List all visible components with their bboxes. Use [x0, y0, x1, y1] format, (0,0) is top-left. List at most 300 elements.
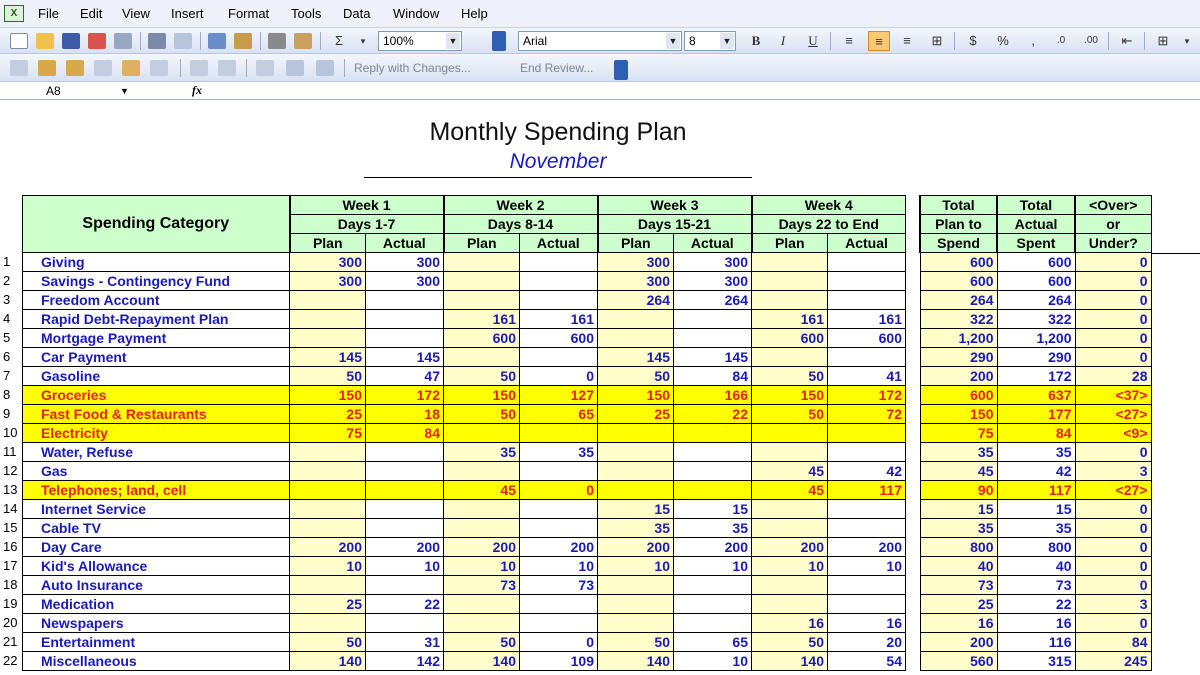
- row-number[interactable]: 22: [3, 653, 18, 668]
- category-cell[interactable]: Freedom Account: [23, 291, 290, 310]
- menu-edit[interactable]: Edit: [80, 6, 103, 21]
- reply-with-changes-button[interactable]: Reply with Changes...: [354, 61, 471, 75]
- row-number[interactable]: 21: [3, 634, 18, 649]
- actual-cell[interactable]: [366, 291, 444, 310]
- actual-cell[interactable]: [366, 500, 444, 519]
- plan-cell[interactable]: [752, 595, 828, 614]
- actual-cell[interactable]: 10: [366, 557, 444, 576]
- plan-cell[interactable]: 140: [290, 652, 366, 671]
- actual-cell[interactable]: [520, 424, 598, 443]
- actual-cell[interactable]: 10: [674, 652, 752, 671]
- actual-cell[interactable]: 65: [520, 405, 598, 424]
- actual-cell[interactable]: [366, 519, 444, 538]
- actual-cell[interactable]: 10: [520, 557, 598, 576]
- plan-cell[interactable]: [444, 519, 520, 538]
- total-plan-cell[interactable]: 264: [920, 291, 997, 310]
- borders-dropdown-icon[interactable]: ▾: [1184, 36, 1190, 46]
- actual-cell[interactable]: [520, 614, 598, 633]
- plan-cell[interactable]: [290, 462, 366, 481]
- plan-cell[interactable]: [752, 272, 828, 291]
- actual-cell[interactable]: [828, 253, 906, 272]
- show-all-comments-icon[interactable]: [122, 60, 140, 76]
- total-plan-cell[interactable]: 600: [920, 386, 997, 405]
- plan-cell[interactable]: [444, 272, 520, 291]
- actual-cell[interactable]: [674, 595, 752, 614]
- plan-cell[interactable]: [598, 462, 674, 481]
- plan-cell[interactable]: [444, 614, 520, 633]
- underline-button[interactable]: U: [808, 33, 818, 48]
- over-under-cell[interactable]: 0: [1075, 291, 1151, 310]
- plan-cell[interactable]: 15: [598, 500, 674, 519]
- show-comment-icon[interactable]: [94, 60, 112, 76]
- actual-cell[interactable]: 600: [828, 329, 906, 348]
- actual-cell[interactable]: 10: [674, 557, 752, 576]
- row-number[interactable]: 13: [3, 482, 18, 497]
- chevron-down-icon[interactable]: ▼: [120, 86, 129, 96]
- total-plan-cell[interactable]: 25: [920, 595, 997, 614]
- new-comment-icon[interactable]: [10, 60, 28, 76]
- actual-cell[interactable]: [520, 291, 598, 310]
- category-cell[interactable]: Gas: [23, 462, 290, 481]
- actual-cell[interactable]: [366, 614, 444, 633]
- total-actual-cell[interactable]: 322: [997, 310, 1075, 329]
- actual-cell[interactable]: 0: [520, 481, 598, 500]
- actual-cell[interactable]: [674, 424, 752, 443]
- row-number[interactable]: 11: [3, 444, 17, 459]
- chevron-down-icon[interactable]: ▼: [666, 33, 680, 49]
- actual-cell[interactable]: [828, 348, 906, 367]
- actual-cell[interactable]: 15: [674, 500, 752, 519]
- plan-cell[interactable]: [444, 291, 520, 310]
- decrease-indent-icon[interactable]: ⇤: [1121, 33, 1133, 48]
- plan-cell[interactable]: [444, 462, 520, 481]
- actual-cell[interactable]: 600: [520, 329, 598, 348]
- actual-cell[interactable]: [828, 595, 906, 614]
- actual-cell[interactable]: [520, 348, 598, 367]
- plan-cell[interactable]: [444, 500, 520, 519]
- over-under-cell[interactable]: 0: [1075, 253, 1151, 272]
- send-to-recipient-icon[interactable]: [286, 60, 304, 76]
- actual-cell[interactable]: 172: [828, 386, 906, 405]
- category-cell[interactable]: Cable TV: [23, 519, 290, 538]
- actual-cell[interactable]: 42: [828, 462, 906, 481]
- actual-cell[interactable]: 300: [674, 253, 752, 272]
- over-under-cell[interactable]: 245: [1075, 652, 1151, 671]
- zoom-select[interactable]: [378, 31, 462, 51]
- total-actual-cell[interactable]: 35: [997, 443, 1075, 462]
- plan-cell[interactable]: 50: [444, 405, 520, 424]
- cut-icon[interactable]: [268, 33, 286, 49]
- category-cell[interactable]: Miscellaneous: [23, 652, 290, 671]
- align-left-icon[interactable]: ≡: [845, 33, 853, 48]
- total-plan-cell[interactable]: 200: [920, 367, 997, 386]
- plan-cell[interactable]: 50: [290, 633, 366, 652]
- category-cell[interactable]: Day Care: [23, 538, 290, 557]
- currency-icon[interactable]: $: [969, 33, 977, 48]
- total-plan-cell[interactable]: 600: [920, 272, 997, 291]
- actual-cell[interactable]: 117: [828, 481, 906, 500]
- over-under-cell[interactable]: 0: [1075, 329, 1151, 348]
- total-plan-cell[interactable]: 90: [920, 481, 997, 500]
- actual-cell[interactable]: 65: [674, 633, 752, 652]
- actual-cell[interactable]: [674, 481, 752, 500]
- toolbar-options-icon[interactable]: [492, 31, 506, 51]
- excel-app-icon[interactable]: X: [4, 5, 24, 22]
- row-number[interactable]: 17: [3, 558, 18, 573]
- plan-cell[interactable]: [752, 348, 828, 367]
- plan-cell[interactable]: 300: [598, 253, 674, 272]
- row-number[interactable]: 14: [3, 501, 18, 516]
- actual-cell[interactable]: [366, 329, 444, 348]
- total-plan-cell[interactable]: 600: [920, 253, 997, 272]
- plan-cell[interactable]: 25: [598, 405, 674, 424]
- plan-cell[interactable]: [752, 424, 828, 443]
- actual-cell[interactable]: 0: [520, 367, 598, 386]
- over-under-cell[interactable]: 0: [1075, 272, 1151, 291]
- total-plan-cell[interactable]: 800: [920, 538, 997, 557]
- total-plan-cell[interactable]: 200: [920, 633, 997, 652]
- total-actual-cell[interactable]: 42: [997, 462, 1075, 481]
- plan-cell[interactable]: 50: [752, 405, 828, 424]
- actual-cell[interactable]: [366, 443, 444, 462]
- category-cell[interactable]: Fast Food & Restaurants: [23, 405, 290, 424]
- save-icon[interactable]: [62, 33, 80, 49]
- actual-cell[interactable]: [674, 310, 752, 329]
- actual-cell[interactable]: 264: [674, 291, 752, 310]
- plan-cell[interactable]: 161: [444, 310, 520, 329]
- row-number[interactable]: 1: [3, 254, 11, 269]
- chevron-down-icon[interactable]: ▼: [720, 33, 734, 49]
- category-cell[interactable]: Auto Insurance: [23, 576, 290, 595]
- over-under-cell[interactable]: <37>: [1075, 386, 1151, 405]
- font-name-select[interactable]: [518, 31, 682, 51]
- plan-cell[interactable]: 45: [444, 481, 520, 500]
- over-under-cell[interactable]: 28: [1075, 367, 1151, 386]
- total-plan-cell[interactable]: 1,200: [920, 329, 997, 348]
- category-cell[interactable]: Savings - Contingency Fund: [23, 272, 290, 291]
- plan-cell[interactable]: 600: [752, 329, 828, 348]
- plan-cell[interactable]: [290, 519, 366, 538]
- category-cell[interactable]: Newspapers: [23, 614, 290, 633]
- plan-cell[interactable]: 140: [752, 652, 828, 671]
- plan-cell[interactable]: [444, 424, 520, 443]
- total-plan-cell[interactable]: 75: [920, 424, 997, 443]
- borders-icon[interactable]: ⊞: [1157, 33, 1169, 48]
- actual-cell[interactable]: [366, 310, 444, 329]
- plan-cell[interactable]: 10: [290, 557, 366, 576]
- actual-cell[interactable]: [520, 272, 598, 291]
- total-plan-cell[interactable]: 35: [920, 443, 997, 462]
- over-under-cell[interactable]: 0: [1075, 348, 1151, 367]
- plan-cell[interactable]: 50: [444, 633, 520, 652]
- total-actual-cell[interactable]: 600: [997, 253, 1075, 272]
- category-cell[interactable]: Car Payment: [23, 348, 290, 367]
- plan-cell[interactable]: 150: [752, 386, 828, 405]
- row-number[interactable]: 20: [3, 615, 18, 630]
- plan-cell[interactable]: 45: [752, 481, 828, 500]
- actual-cell[interactable]: 109: [520, 652, 598, 671]
- actual-cell[interactable]: 20: [828, 633, 906, 652]
- plan-cell[interactable]: 150: [444, 386, 520, 405]
- actual-cell[interactable]: 200: [828, 538, 906, 557]
- actual-cell[interactable]: 200: [674, 538, 752, 557]
- actual-cell[interactable]: 300: [674, 272, 752, 291]
- plan-cell[interactable]: [598, 595, 674, 614]
- total-actual-cell[interactable]: 290: [997, 348, 1075, 367]
- category-cell[interactable]: Giving: [23, 253, 290, 272]
- plan-cell[interactable]: [598, 310, 674, 329]
- over-under-cell[interactable]: 0: [1075, 500, 1151, 519]
- row-number[interactable]: 6: [3, 349, 11, 364]
- row-number[interactable]: 5: [3, 330, 11, 345]
- new-icon[interactable]: [10, 33, 28, 49]
- plan-cell[interactable]: [290, 443, 366, 462]
- plan-cell[interactable]: [752, 519, 828, 538]
- actual-cell[interactable]: 300: [366, 253, 444, 272]
- plan-cell[interactable]: [598, 329, 674, 348]
- total-plan-cell[interactable]: 45: [920, 462, 997, 481]
- actual-cell[interactable]: 72: [828, 405, 906, 424]
- total-actual-cell[interactable]: 264: [997, 291, 1075, 310]
- align-right-icon[interactable]: ≡: [903, 33, 911, 48]
- chevron-down-icon[interactable]: ▼: [446, 33, 460, 49]
- row-number[interactable]: 19: [3, 596, 18, 611]
- actual-cell[interactable]: [674, 462, 752, 481]
- total-plan-cell[interactable]: 40: [920, 557, 997, 576]
- actual-cell[interactable]: 200: [520, 538, 598, 557]
- total-actual-cell[interactable]: 637: [997, 386, 1075, 405]
- category-cell[interactable]: Internet Service: [23, 500, 290, 519]
- ink-annotations-icon[interactable]: [256, 60, 274, 76]
- plan-cell[interactable]: 35: [598, 519, 674, 538]
- menu-file[interactable]: File: [38, 6, 59, 21]
- actual-cell[interactable]: [520, 519, 598, 538]
- total-plan-cell[interactable]: 15: [920, 500, 997, 519]
- plan-cell[interactable]: 140: [444, 652, 520, 671]
- actual-cell[interactable]: 145: [366, 348, 444, 367]
- row-number[interactable]: 4: [3, 311, 11, 326]
- row-number[interactable]: 16: [3, 539, 18, 554]
- total-actual-cell[interactable]: 35: [997, 519, 1075, 538]
- category-cell[interactable]: Water, Refuse: [23, 443, 290, 462]
- plan-cell[interactable]: 16: [752, 614, 828, 633]
- spelling-icon[interactable]: [208, 33, 226, 49]
- autosum-dropdown-icon[interactable]: ▾: [360, 36, 366, 46]
- plan-cell[interactable]: 50: [444, 367, 520, 386]
- plan-cell[interactable]: 25: [290, 405, 366, 424]
- total-plan-cell[interactable]: 150: [920, 405, 997, 424]
- previous-comment-icon[interactable]: [38, 60, 56, 76]
- actual-cell[interactable]: 31: [366, 633, 444, 652]
- plan-cell[interactable]: [290, 614, 366, 633]
- over-under-cell[interactable]: 0: [1075, 310, 1151, 329]
- actual-cell[interactable]: 35: [674, 519, 752, 538]
- category-cell[interactable]: Kid's Allowance: [23, 557, 290, 576]
- increase-decimal-icon[interactable]: .0: [1056, 35, 1066, 46]
- actual-cell[interactable]: 84: [366, 424, 444, 443]
- actual-cell[interactable]: 84: [674, 367, 752, 386]
- actual-cell[interactable]: [520, 462, 598, 481]
- over-under-cell[interactable]: <9>: [1075, 424, 1151, 443]
- name-box[interactable]: [0, 82, 140, 100]
- plan-cell[interactable]: 145: [290, 348, 366, 367]
- total-actual-cell[interactable]: 600: [997, 272, 1075, 291]
- plan-cell[interactable]: [290, 291, 366, 310]
- menu-view[interactable]: View: [122, 6, 150, 21]
- plan-cell[interactable]: [598, 443, 674, 462]
- plan-cell[interactable]: 145: [598, 348, 674, 367]
- actual-cell[interactable]: 18: [366, 405, 444, 424]
- row-number[interactable]: 18: [3, 577, 18, 592]
- reviewing-pane-icon[interactable]: [316, 60, 334, 76]
- row-number[interactable]: 10: [3, 425, 18, 440]
- total-actual-cell[interactable]: 40: [997, 557, 1075, 576]
- total-actual-cell[interactable]: 315: [997, 652, 1075, 671]
- over-under-cell[interactable]: 0: [1075, 576, 1151, 595]
- actual-cell[interactable]: [828, 519, 906, 538]
- permission-icon[interactable]: [88, 33, 106, 49]
- actual-cell[interactable]: 172: [366, 386, 444, 405]
- plan-cell[interactable]: 50: [290, 367, 366, 386]
- menu-format[interactable]: Format: [228, 6, 270, 21]
- plan-cell[interactable]: [290, 481, 366, 500]
- plan-cell[interactable]: 300: [598, 272, 674, 291]
- over-under-cell[interactable]: <27>: [1075, 405, 1151, 424]
- menu-tools[interactable]: Tools: [291, 6, 322, 21]
- plan-cell[interactable]: [444, 595, 520, 614]
- actual-cell[interactable]: 161: [520, 310, 598, 329]
- row-number[interactable]: 3: [3, 292, 11, 307]
- plan-cell[interactable]: 10: [444, 557, 520, 576]
- align-center-icon[interactable]: ≡: [868, 31, 890, 51]
- plan-cell[interactable]: [752, 443, 828, 462]
- plan-cell[interactable]: 300: [290, 272, 366, 291]
- actual-cell[interactable]: 10: [828, 557, 906, 576]
- over-under-cell[interactable]: 84: [1075, 633, 1151, 652]
- plan-cell[interactable]: 50: [598, 367, 674, 386]
- actual-cell[interactable]: [828, 576, 906, 595]
- actual-cell[interactable]: [674, 329, 752, 348]
- actual-cell[interactable]: [674, 576, 752, 595]
- actual-cell[interactable]: [366, 462, 444, 481]
- total-actual-cell[interactable]: 16: [997, 614, 1075, 633]
- plan-cell[interactable]: 10: [598, 557, 674, 576]
- bold-button[interactable]: B: [751, 33, 761, 48]
- actual-cell[interactable]: 22: [674, 405, 752, 424]
- plan-cell[interactable]: 300: [290, 253, 366, 272]
- open-icon[interactable]: [36, 33, 54, 49]
- row-number[interactable]: 9: [3, 406, 11, 421]
- plan-cell[interactable]: [290, 500, 366, 519]
- plan-cell[interactable]: 150: [598, 386, 674, 405]
- actual-cell[interactable]: 47: [366, 367, 444, 386]
- plan-cell[interactable]: [444, 253, 520, 272]
- plan-cell[interactable]: 35: [444, 443, 520, 462]
- menu-data[interactable]: Data: [343, 6, 371, 21]
- actual-cell[interactable]: 200: [366, 538, 444, 557]
- plan-cell[interactable]: [752, 291, 828, 310]
- research-icon[interactable]: [234, 33, 252, 49]
- insert-function-icon[interactable]: fx: [192, 83, 202, 97]
- italic-button[interactable]: I: [780, 33, 786, 48]
- total-actual-cell[interactable]: 1,200: [997, 329, 1075, 348]
- plan-cell[interactable]: 75: [290, 424, 366, 443]
- plan-cell[interactable]: [752, 253, 828, 272]
- over-under-cell[interactable]: 3: [1075, 595, 1151, 614]
- delete-comment-icon[interactable]: [150, 60, 168, 76]
- actual-cell[interactable]: [674, 614, 752, 633]
- comma-style-icon[interactable]: ,: [1031, 33, 1035, 48]
- actual-cell[interactable]: [366, 576, 444, 595]
- plan-cell[interactable]: [598, 481, 674, 500]
- over-under-cell[interactable]: <27>: [1075, 481, 1151, 500]
- actual-cell[interactable]: [520, 500, 598, 519]
- actual-cell[interactable]: 142: [366, 652, 444, 671]
- actual-cell[interactable]: [520, 253, 598, 272]
- format-painter-icon[interactable]: [294, 33, 312, 49]
- plan-cell[interactable]: 200: [598, 538, 674, 557]
- plan-cell[interactable]: 50: [752, 633, 828, 652]
- actual-cell[interactable]: [828, 424, 906, 443]
- category-cell[interactable]: Rapid Debt-Repayment Plan: [23, 310, 290, 329]
- actual-cell[interactable]: 22: [366, 595, 444, 614]
- actual-cell[interactable]: 35: [520, 443, 598, 462]
- total-plan-cell[interactable]: 560: [920, 652, 997, 671]
- toolbar-options-icon[interactable]: [614, 60, 628, 80]
- over-under-cell[interactable]: 3: [1075, 462, 1151, 481]
- category-cell[interactable]: Telephones; land, cell: [23, 481, 290, 500]
- total-actual-cell[interactable]: 172: [997, 367, 1075, 386]
- plan-cell[interactable]: 73: [444, 576, 520, 595]
- actual-cell[interactable]: 41: [828, 367, 906, 386]
- total-actual-cell[interactable]: 15: [997, 500, 1075, 519]
- next-comment-icon[interactable]: [66, 60, 84, 76]
- accept-change-icon[interactable]: [218, 60, 236, 76]
- total-actual-cell[interactable]: 116: [997, 633, 1075, 652]
- actual-cell[interactable]: [828, 272, 906, 291]
- plan-cell[interactable]: [290, 310, 366, 329]
- actual-cell[interactable]: 166: [674, 386, 752, 405]
- plan-cell[interactable]: 600: [444, 329, 520, 348]
- autosum-icon[interactable]: Σ: [334, 33, 344, 48]
- plan-cell[interactable]: [444, 348, 520, 367]
- total-plan-cell[interactable]: 322: [920, 310, 997, 329]
- over-under-cell[interactable]: 0: [1075, 443, 1151, 462]
- row-number[interactable]: 12: [3, 463, 18, 478]
- actual-cell[interactable]: 0: [520, 633, 598, 652]
- print-icon[interactable]: [148, 33, 166, 49]
- actual-cell[interactable]: [674, 443, 752, 462]
- total-actual-cell[interactable]: 117: [997, 481, 1075, 500]
- actual-cell[interactable]: 54: [828, 652, 906, 671]
- total-plan-cell[interactable]: 35: [920, 519, 997, 538]
- total-plan-cell[interactable]: 16: [920, 614, 997, 633]
- category-cell[interactable]: Medication: [23, 595, 290, 614]
- track-changes-icon[interactable]: [190, 60, 208, 76]
- plan-cell[interactable]: [752, 500, 828, 519]
- plan-cell[interactable]: [598, 576, 674, 595]
- total-plan-cell[interactable]: 290: [920, 348, 997, 367]
- category-cell[interactable]: Mortgage Payment: [23, 329, 290, 348]
- row-number[interactable]: 8: [3, 387, 11, 402]
- actual-cell[interactable]: 145: [674, 348, 752, 367]
- category-cell[interactable]: Entertainment: [23, 633, 290, 652]
- row-number[interactable]: 2: [3, 273, 11, 288]
- actual-cell[interactable]: [520, 595, 598, 614]
- actual-cell[interactable]: [828, 443, 906, 462]
- over-under-cell[interactable]: 0: [1075, 557, 1151, 576]
- category-cell[interactable]: Gasoline: [23, 367, 290, 386]
